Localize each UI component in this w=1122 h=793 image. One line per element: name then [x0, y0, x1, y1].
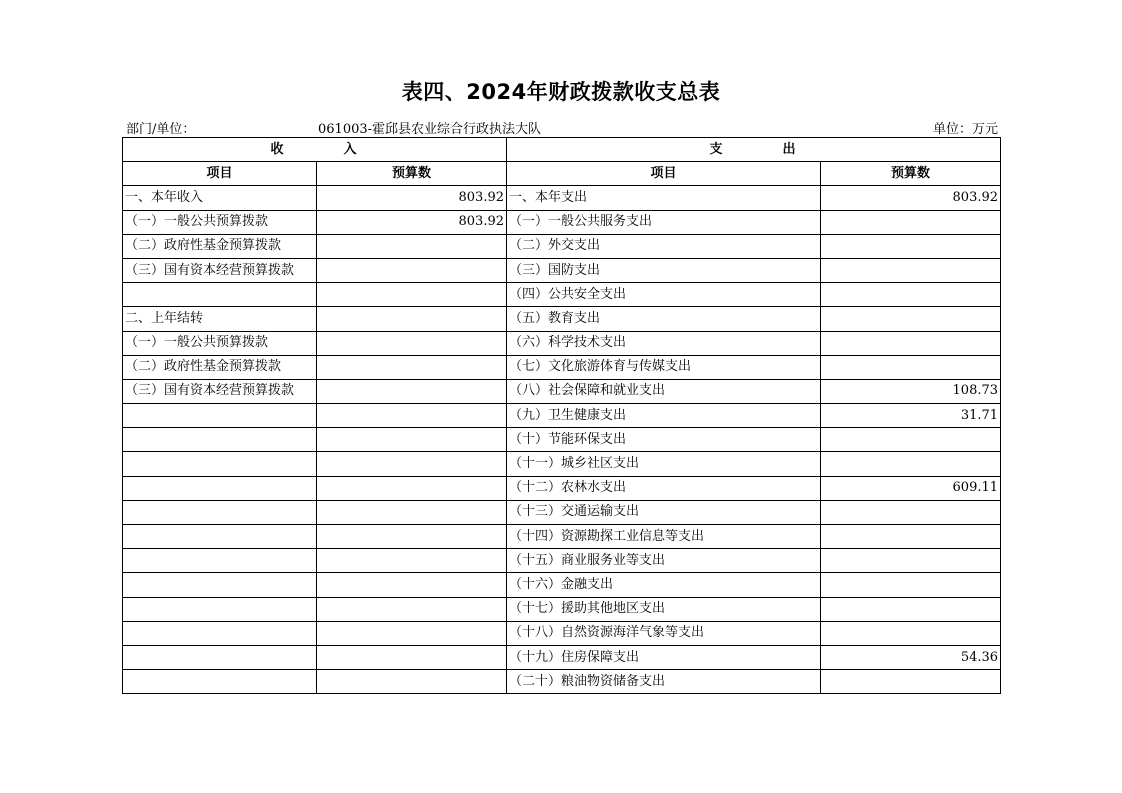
expense-item-cell: （十八）自然资源海洋气象等支出: [507, 621, 821, 645]
expense-item-cell: （十三）交通运输支出: [507, 500, 821, 524]
income-budget-cell: [317, 307, 507, 331]
expense-budget-cell: [821, 307, 1001, 331]
expense-budget-cell: [821, 283, 1001, 307]
expense-item-cell: 一、本年支出: [507, 186, 821, 210]
income-budget-cell: [317, 331, 507, 355]
income-item-cell: [123, 525, 317, 549]
department-label: 部门/单位：: [126, 122, 196, 137]
expense-item-cell: （十）节能环保支出: [507, 428, 821, 452]
expense-item-cell: （十九）住房保障支出: [507, 645, 821, 669]
income-budget-cell: [317, 645, 507, 669]
income-budget-cell: [317, 379, 507, 403]
table-row: [123, 573, 1001, 597]
page-title: 表四、2024年财政拨款收支总表: [401, 80, 721, 104]
income-budget-cell: [317, 500, 507, 524]
expense-item-cell: （十五）商业服务业等支出: [507, 549, 821, 573]
table-row: [123, 234, 1001, 258]
income-budget-cell: [317, 525, 507, 549]
expense-budget-cell: [821, 331, 1001, 355]
expense-item-cell: （十四）资源勘探工业信息等支出: [507, 525, 821, 549]
income-budget-cell: [317, 428, 507, 452]
table-row: [123, 525, 1001, 549]
column-header-row: [123, 162, 1001, 186]
expense-budget-cell: [821, 428, 1001, 452]
table-row: [123, 379, 1001, 403]
table-row: [123, 621, 1001, 645]
expense-budget-header: 预算数: [821, 162, 1001, 186]
income-budget-cell: 803.92: [317, 210, 507, 234]
income-budget-cell: [317, 355, 507, 379]
expense-budget-cell: 609.11: [821, 476, 1001, 500]
budget-table: [122, 137, 1001, 694]
income-item-cell: （一）一般公共预算拨款: [123, 210, 317, 234]
income-item-cell: （三）国有资本经营预算拨款: [123, 379, 317, 403]
income-budget-header: 预算数: [317, 162, 507, 186]
income-item-cell: （三）国有资本经营预算拨款: [123, 258, 317, 282]
income-budget-cell: [317, 283, 507, 307]
expense-item-cell: （三）国防支出: [507, 258, 821, 282]
income-budget-cell: [317, 621, 507, 645]
expense-budget-cell: 54.36: [821, 645, 1001, 669]
expense-budget-cell: 803.92: [821, 186, 1001, 210]
expense-budget-cell: [821, 670, 1001, 694]
expense-item-cell: （五）教育支出: [507, 307, 821, 331]
expense-item-cell: （十七）援助其他地区支出: [507, 597, 821, 621]
expense-item-cell: （九）卫生健康支出: [507, 404, 821, 428]
income-item-cell: [123, 452, 317, 476]
expense-budget-cell: [821, 355, 1001, 379]
income-budget-cell: [317, 573, 507, 597]
expense-budget-cell: [821, 234, 1001, 258]
table-row: [123, 186, 1001, 210]
expense-budget-cell: [821, 621, 1001, 645]
expense-item-cell: （十一）城乡社区支出: [507, 452, 821, 476]
income-item-cell: 一、本年收入: [123, 186, 317, 210]
income-budget-cell: [317, 234, 507, 258]
table-row: [123, 476, 1001, 500]
income-budget-cell: [317, 452, 507, 476]
income-item-cell: （一）一般公共预算拨款: [123, 331, 317, 355]
expense-item-header: 项目: [507, 162, 821, 186]
expense-item-cell: （二）外交支出: [507, 234, 821, 258]
income-item-cell: 二、上年结转: [123, 307, 317, 331]
table-row: [123, 307, 1001, 331]
expense-budget-cell: [821, 210, 1001, 234]
table-row: [123, 404, 1001, 428]
income-item-cell: （二）政府性基金预算拨款: [123, 234, 317, 258]
table-row: [123, 258, 1001, 282]
expense-budget-cell: [821, 597, 1001, 621]
income-section-header: 收入: [123, 138, 507, 162]
income-budget-cell: [317, 476, 507, 500]
income-budget-cell: [317, 258, 507, 282]
income-item-cell: [123, 621, 317, 645]
table-row: [123, 331, 1001, 355]
table-row: [123, 355, 1001, 379]
unit-label: 单位：万元: [932, 122, 998, 137]
table-row: [123, 597, 1001, 621]
income-item-cell: [123, 428, 317, 452]
income-item-header: 项目: [123, 162, 317, 186]
expense-budget-cell: 31.71: [821, 404, 1001, 428]
table-row: [123, 645, 1001, 669]
income-item-cell: [123, 404, 317, 428]
expense-budget-cell: [821, 452, 1001, 476]
income-item-cell: [123, 476, 317, 500]
expense-section-header: 支出: [507, 138, 1001, 162]
income-item-cell: [123, 283, 317, 307]
table-row: [123, 500, 1001, 524]
income-item-cell: [123, 670, 317, 694]
income-budget-cell: [317, 404, 507, 428]
expense-item-cell: （十六）金融支出: [507, 573, 821, 597]
income-budget-cell: [317, 670, 507, 694]
department-value: 061003-霍邱县农业综合行政执法大队: [318, 122, 542, 137]
expense-item-cell: （四）公共安全支出: [507, 283, 821, 307]
expense-budget-cell: [821, 525, 1001, 549]
expense-item-cell: （二十）粮油物资储备支出: [507, 670, 821, 694]
table-body: [123, 186, 1001, 694]
income-budget-cell: [317, 549, 507, 573]
table-row: [123, 283, 1001, 307]
expense-budget-cell: [821, 500, 1001, 524]
table-row: [123, 670, 1001, 694]
income-item-cell: [123, 573, 317, 597]
table-row: [123, 452, 1001, 476]
table-row: [123, 210, 1001, 234]
income-item-cell: [123, 597, 317, 621]
section-header-row: [123, 138, 1001, 162]
expense-item-cell: （六）科学技术支出: [507, 331, 821, 355]
income-item-cell: （二）政府性基金预算拨款: [123, 355, 317, 379]
expense-item-cell: （一）一般公共服务支出: [507, 210, 821, 234]
expense-budget-cell: [821, 549, 1001, 573]
income-budget-cell: 803.92: [317, 186, 507, 210]
income-budget-cell: [317, 597, 507, 621]
table-row: [123, 549, 1001, 573]
table-row: [123, 428, 1001, 452]
expense-budget-cell: 108.73: [821, 379, 1001, 403]
income-item-cell: [123, 500, 317, 524]
income-item-cell: [123, 645, 317, 669]
expense-item-cell: （八）社会保障和就业支出: [507, 379, 821, 403]
expense-budget-cell: [821, 258, 1001, 282]
expense-item-cell: （十二）农林水支出: [507, 476, 821, 500]
expense-budget-cell: [821, 573, 1001, 597]
income-item-cell: [123, 549, 317, 573]
expense-item-cell: （七）文化旅游体育与传媒支出: [507, 355, 821, 379]
